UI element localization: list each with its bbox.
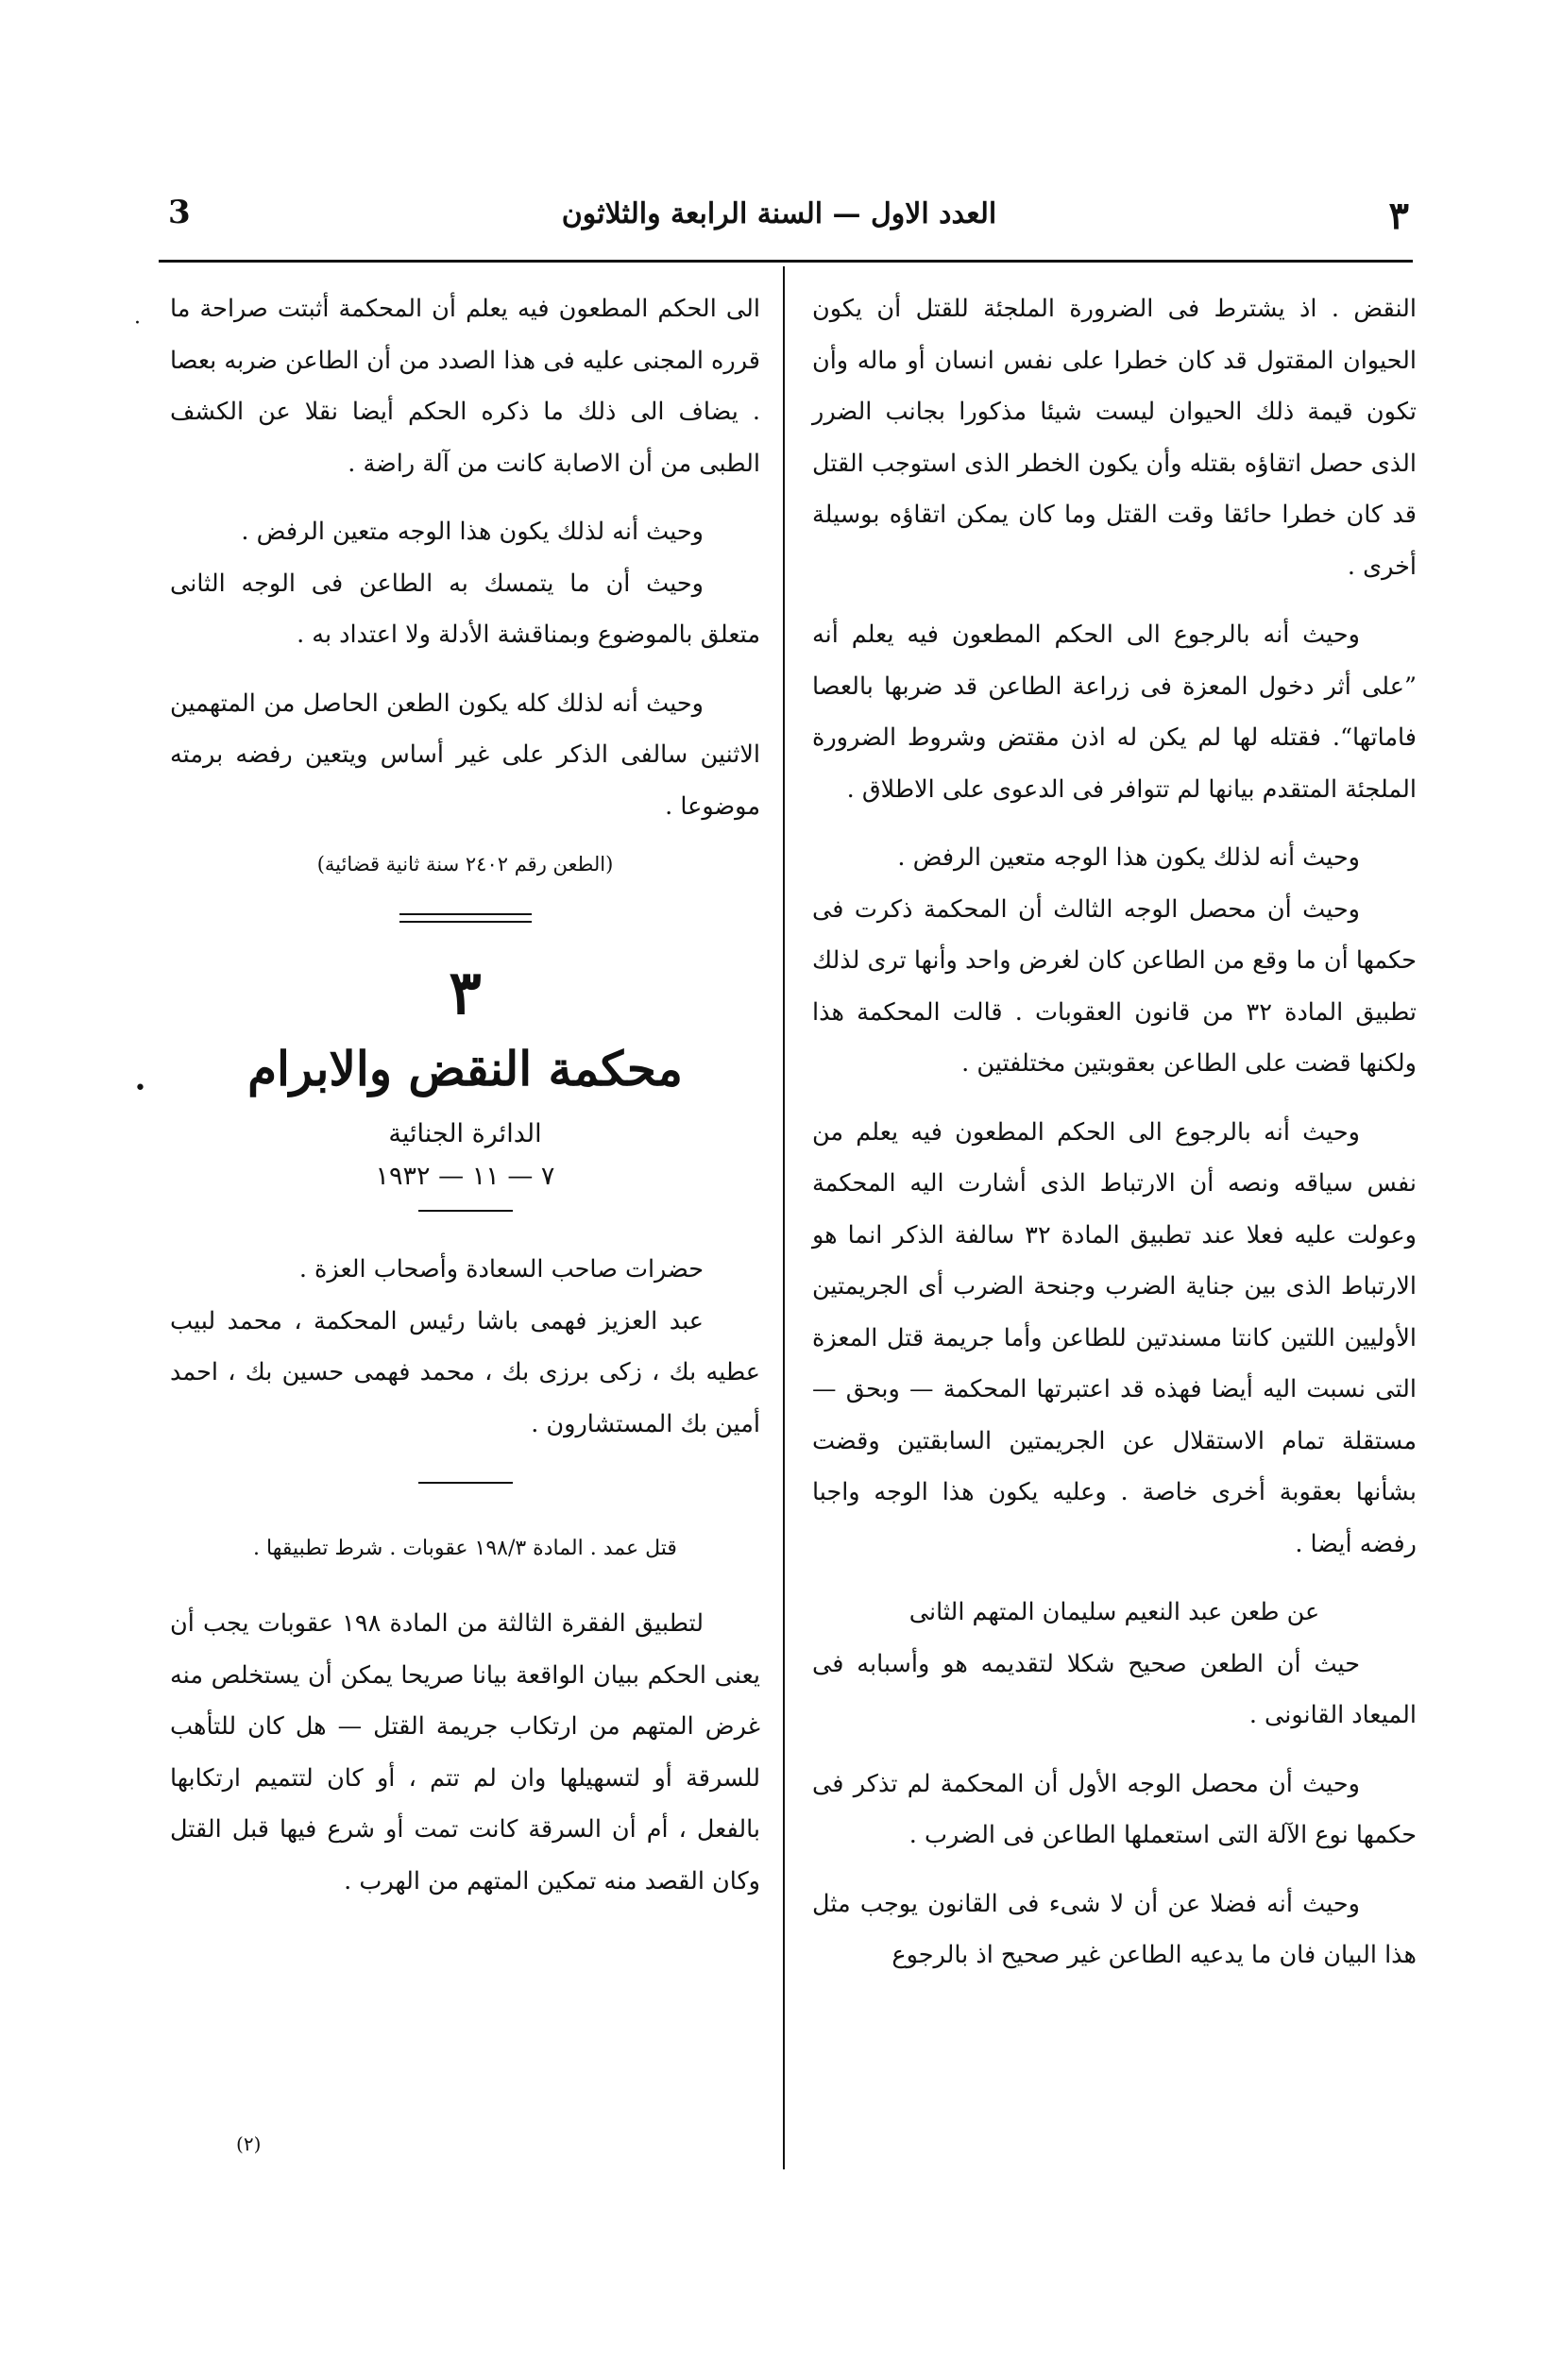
holding: لتطبيق الفقرة الثالثة من المادة ١٩٨ عقوبات يجب أن يعنى الحكم ببيان الواقعة بيانا صريحا يمكن أن يستخلص منه غرض المتهم من ارتكاب جريمة القتل — هل كان للتأهب للسرقة أو لتسهيلها وان لم تتم ، أو كان لتتميم ارتكابها بالفعل ، أم أن السرقة كانت تمت أو شرع فيها قبل القتل وكان القصد منه تمكين المتهم من الهرب . <box>170 1609 760 1896</box>
date-rule <box>418 1210 513 1212</box>
paragraph: وحيث أنه لذلك يكون هذا الوجه متعين الرفض . <box>897 843 1360 872</box>
case-number: ٣ <box>449 958 482 1028</box>
court-name: محكمة النقض والابرام <box>247 1041 683 1096</box>
paragraph: وحيث أنه فضلا عن أن لا شىء فى القانون يوجب مثل هذا البيان فان ما يدعيه الطاعن غير صحيح اذ بالرجوع <box>812 1889 1417 1969</box>
paragraph: وحيث أنه لذلك يكون هذا الوجه متعين الرفض . <box>241 518 704 546</box>
page-header <box>142 194 1417 250</box>
margin-mark: • <box>134 1077 146 1100</box>
page-number-latin: 3 <box>168 194 191 231</box>
page-number-arabic: ٣ <box>1388 194 1409 238</box>
section-heading: عن طعن عبد النعيم سليمان المتهم الثانى <box>908 1598 1320 1626</box>
right-column <box>812 283 1417 1981</box>
header-rule <box>159 260 1413 263</box>
section-separator <box>399 913 532 923</box>
paragraph: وحيث أنه بالرجوع الى الحكم المطعون فيه يعلم أنه ”على أثر دخول المعزة فى زراعة الطاعن قد ضربها بالعصا فاماتها“. فقتله لها لم يكن له اذن مقتض وشروط الضرورة الملجئة المتقدم بيانها لم تتوافر فى الدعوى على الاطلاق . <box>812 620 1417 804</box>
paragraph: وحيث أن ما يتمسك به الطاعن فى الوجه الثانى متعلق بالموضوع وبمناقشة الأدلة ولا اعتداد به . <box>170 569 760 649</box>
bench-rule <box>418 1482 513 1484</box>
bench-names: عبد العزيز فهمى باشا رئيس المحكمة ، محمد لبيب عطيه بك ، زكى برزى بك ، محمد فهمى حسين بك ، احمد أمين بك المستشارون . <box>170 1306 760 1438</box>
session-date: ٧ — ١١ — ١٩٣٢ <box>375 1162 555 1191</box>
paragraph: وحيث أن محصل الوجه الثالث أن المحكمة ذكرت فى حكمها أن ما وقع من الطاعن كان لغرض واحد وأنها ترى لذلك تطبيق المادة ٣٢ من قانون العقوبات . قالت المحكمة هذا ولكنها قضت على الطاعن بعقوبتين مختلفتين . <box>812 894 1417 1078</box>
printer-signature: (٢) <box>236 2133 262 2155</box>
case-citation: (الطعن رقم ٢٤٠٢ سنة ثانية قضائية) <box>316 853 614 876</box>
paragraph: الى الحكم المطعون فيه يعلم أن المحكمة أثبتت صراحة ما قرره المجنى عليه فى هذا الصدد من أن الطاعن ضربه بعصا . يضاف الى ذلك ما ذكره الحكم أيضا نقلا عن الكشف الطبى من أن الاصابة كانت من آلة راضة . <box>170 295 760 478</box>
court-division: الدائرة الجنائية <box>388 1119 542 1148</box>
paragraph: وحيث أن محصل الوجه الأول أن المحكمة لم تذكر فى حكمها نوع الآلة التى استعملها الطاعن فى الضرب . <box>812 1769 1417 1849</box>
bench-intro: حضرات صاحب السعادة وأصحاب العزة . <box>298 1255 704 1284</box>
column-divider <box>783 266 785 2169</box>
paragraph: النقض . اذ يشترط فى الضرورة الملجئة للقتل أن يكون الحيوان المقتول قد كان خطرا على نفس انسان أو ماله وأن تكون قيمة ذلك الحيوان ليست شيئا مذكورا بجانب الضرر الذى حصل اتقاؤه بقتله وأن يكون الخطر الذى استوجب القتل قد كان خطرا حائقا وقت القتل وما كان يمكن اتقاؤه بوسيلة أخرى . <box>812 295 1417 581</box>
left-column <box>170 283 760 1907</box>
running-title: العدد الاول — السنة الرابعة والثلاثون <box>561 197 997 230</box>
paragraph: حيث أن الطعن صحيح شكلا لتقديمه هو وأسبابه فى الميعاد القانونى . <box>812 1649 1417 1729</box>
paragraph: وحيث أنه بالرجوع الى الحكم المطعون فيه يعلم من نفس سياقه ونصه أن الارتباط الذى أشارت اليه المحكمة وعولت عليه فعلا عند تطبيق المادة ٣٢ سالفة الذكر انما هو الارتباط الذى بين جناية الضرب وجنحة الضرب أى الجريمتين الأوليين اللتين كانتا مسندتين للطاعن وأما جريمة قتل المعزة التى نسبت اليه أيضا فهذه قد اعتبرتها المحكمة — وبحق — مستقلة تمام الاستقلال عن الجريمتين السابقتين وقضت بشأنها بعقوبة أخرى خاصة . وعليه يكون هذا الوجه واجبا رفضه أيضا . <box>812 1117 1417 1558</box>
margin-mark: · <box>134 312 141 335</box>
headnote-keywords: قتل عمد . المادة ١٩٨/٣ عقوبات . شرط تطبيقها . <box>253 1537 677 1560</box>
paragraph: وحيث أنه لذلك كله يكون الطعن الحاصل من المتهمين الاثنين سالفى الذكر على غير أساس ويتعين رفضه برمته موضوعا . <box>170 688 760 821</box>
